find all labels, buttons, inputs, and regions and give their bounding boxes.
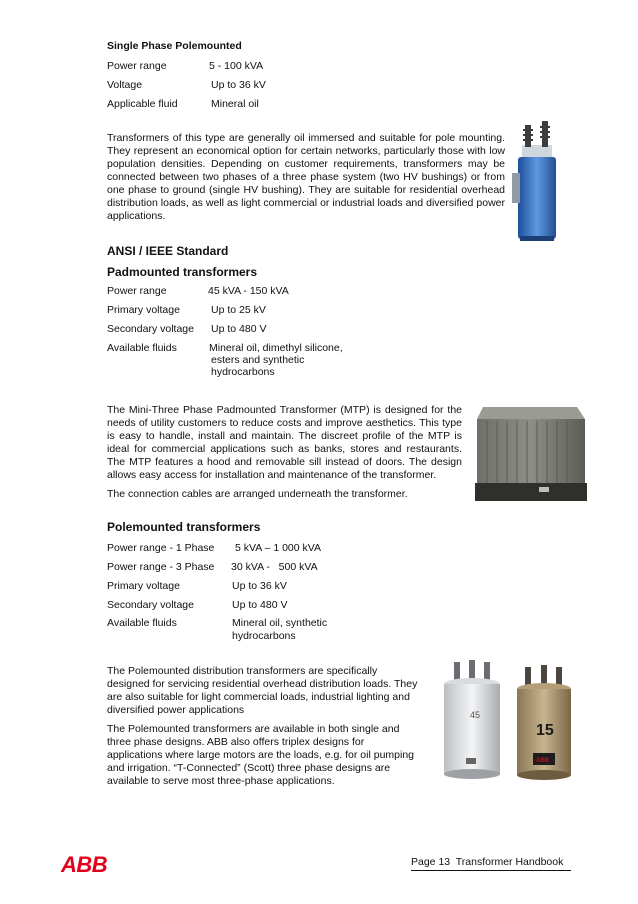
spec-key: Primary voltage <box>107 580 180 592</box>
spec-value: Up to 480 V <box>232 599 288 611</box>
spec-key: Power range - 3 Phase <box>107 561 215 573</box>
abb-logo <box>61 852 107 878</box>
tank-label: 15 <box>536 722 554 739</box>
spec-value: 5 - 100 kVA <box>209 60 264 72</box>
footer-rule <box>411 870 571 871</box>
spec-value-line: Mineral oil, dimethyl silicone, <box>209 342 343 354</box>
spec-value: 5 kVA – 1 000 kVA <box>235 542 321 554</box>
spec-value: Up to 36 kV <box>211 79 266 91</box>
spec-key: Applicable fluid <box>107 98 178 110</box>
spec-value-line: esters and synthetic <box>211 354 305 366</box>
paragraph-line: available to serve most three-phase applications. <box>107 775 335 787</box>
white-polemounted-transformer-image <box>438 660 506 780</box>
spec-key: Power range <box>107 60 167 72</box>
padmounted-paragraph-2: The connection cables are arranged underneath the transformer. <box>107 488 408 500</box>
subsection-title-polemounted: Polemounted transformers <box>107 520 261 534</box>
nameplate-logo: ABB <box>536 758 549 764</box>
spec-value: 45 kVA - 150 kVA <box>208 285 289 297</box>
paragraph-line: applications where large motors are the loads, e.g. for oil pumping <box>107 749 415 761</box>
spec-key: Power range - 1 Phase <box>107 542 215 554</box>
spec-key: Voltage <box>107 79 143 91</box>
paragraph-line: The Polemounted transformers are available in both single and <box>107 723 400 735</box>
spec-value: Up to 25 kV <box>211 304 266 316</box>
spec-value-line: hydrocarbons <box>232 630 296 642</box>
paragraph-line: are also suitable for light commercial loads, industrial lighting and <box>107 691 410 703</box>
spec-value-line: hydrocarbons <box>211 366 275 378</box>
spec-key: Secondary voltage <box>107 599 194 611</box>
section-title-single-phase: Single Phase Polemounted <box>107 40 242 52</box>
spec-key: Available fluids <box>107 342 177 354</box>
single-phase-paragraph: Transformers of this type are generally oil immersed and suitable for pole mounting. They represent an economical option for certain networks, particularly those with low population densities. Depending on customer requirements, transformers may be connected between two phases of a three phase system (two HV bushings) or from one phase to ground (single HV bushing). They are suitable for residential overhead distribution loads, as well as light commercial or industrial loads and diversified power applications. <box>107 132 505 222</box>
spec-key: Power range <box>107 285 167 297</box>
paragraph-line: and irrigation. “T-Connected” (Scott) three phase designs are <box>107 762 391 774</box>
page-reference: Page 13 Transformer Handbook <box>411 856 564 868</box>
spec-value: 30 kVA - 500 kVA <box>231 561 318 573</box>
spec-key: Secondary voltage <box>107 323 194 335</box>
padmounted-transformer-image <box>473 399 589 505</box>
single-phase-transformer-image <box>512 121 562 243</box>
section-title-ansi: ANSI / IEEE Standard <box>107 244 229 258</box>
spec-value: Up to 36 kV <box>232 580 287 592</box>
paragraph-line: designed for servicing residential overhead distribution loads. They <box>107 678 418 690</box>
paragraph-line: The Polemounted distribution transformers are specifically <box>107 665 378 677</box>
paragraph-line: diversified power applications <box>107 704 245 716</box>
abb-logo-text: ABB <box>61 852 108 877</box>
padmounted-paragraph: The Mini-Three Phase Padmounted Transformer (MTP) is designed for the needs of utility customers to reduce costs and improve aesthetics. This type is easy to handle, install and maintain. The discreet profile of the MTP is ideal for commercial applications such as banks, stores and restaurants. The MTP features a hood and removable sill instead of doors. The design allows easy access for installation and maintenance of the transformer. <box>107 404 462 481</box>
paragraph-line: three phase designs. ABB also offers triplex designs for <box>107 736 365 748</box>
tan-polemounted-transformer-image <box>511 665 577 781</box>
spec-key: Available fluids <box>107 617 177 629</box>
spec-value: Mineral oil <box>211 98 259 110</box>
tank-label: 45 <box>470 710 481 720</box>
polemounted-paragraph-2 <box>107 723 427 788</box>
spec-value-line: Mineral oil, synthetic <box>232 617 328 629</box>
spec-value: Up to 480 V <box>211 323 267 335</box>
spec-key: Primary voltage <box>107 304 180 316</box>
subsection-title-padmounted: Padmounted transformers <box>107 265 258 279</box>
polemounted-paragraph-1 <box>107 665 427 717</box>
